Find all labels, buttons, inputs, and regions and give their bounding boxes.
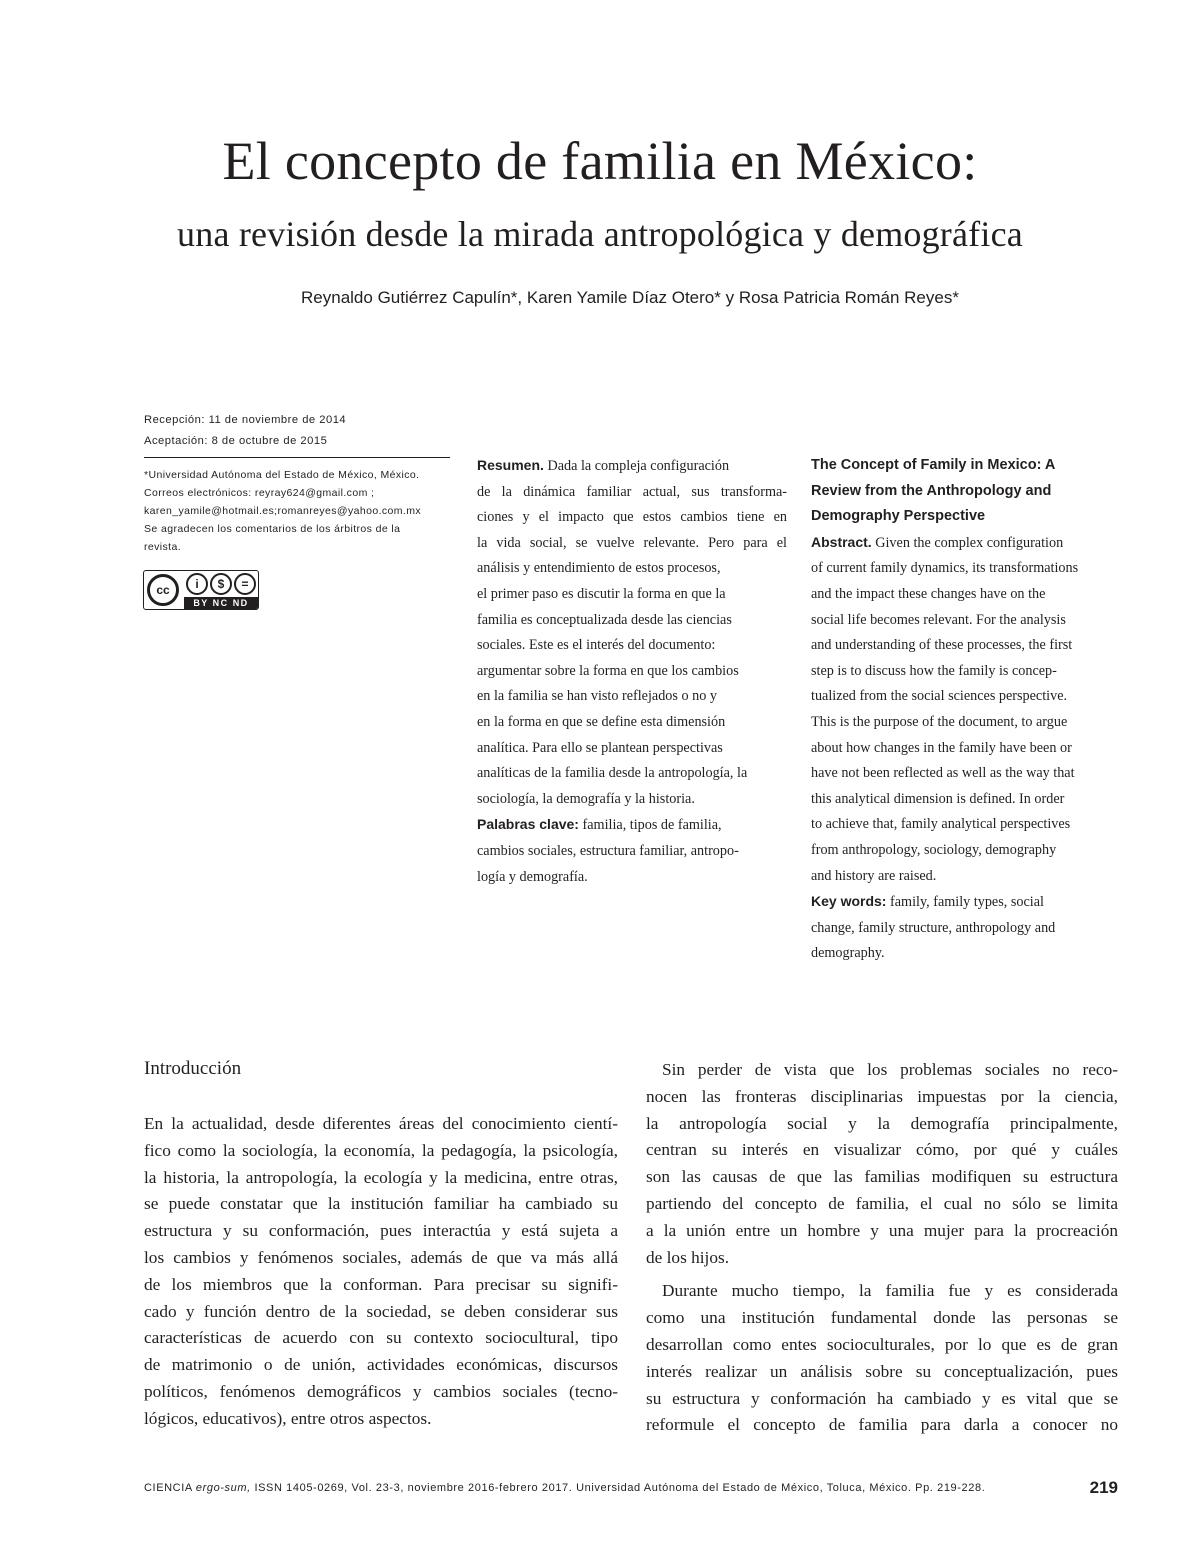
body-line: desarrollan como entes socioculturales, por lo que es de gran bbox=[646, 1334, 1118, 1354]
attribution-icon: i bbox=[186, 573, 208, 595]
cc-nd-label: ND bbox=[232, 598, 249, 608]
abstract-es-line: familia es conceptualizada desde las ciencias bbox=[477, 611, 732, 628]
abstract-spanish bbox=[477, 453, 787, 890]
english-title-line: The Concept of Family in Mexico: A bbox=[811, 457, 1056, 473]
english-title-line: Review from the Anthropology and bbox=[811, 482, 1052, 499]
abstract-es-label: Resumen. bbox=[477, 457, 544, 473]
body-line: En la actualidad, desde diferentes áreas del conocimiento cientí- bbox=[144, 1114, 618, 1133]
noncommercial-icon: $ bbox=[210, 573, 232, 595]
abstract-en-label: Abstract. bbox=[811, 533, 872, 550]
abstract-es-line: análisis y entendimiento de estos procesos, bbox=[477, 560, 721, 577]
abstract-es-line: la vida social, se vuelve relevante. Pero para el bbox=[477, 534, 787, 551]
section-heading-introduccion: Introducción bbox=[144, 1058, 242, 1079]
abstract-en-line: from anthropology, sociology, demography bbox=[811, 841, 1057, 858]
abstract-en-line: and history are raised. bbox=[811, 867, 937, 884]
meta-divider bbox=[144, 457, 450, 458]
body-line: la historia, la antropología, la ecología y la medicina, entre otras, bbox=[144, 1167, 618, 1187]
body-line: la antropología social y la demografía principalmente, bbox=[646, 1113, 1118, 1133]
body-line: de los miembros que la conforman. Para precisar su signifi- bbox=[144, 1274, 618, 1294]
body-line: lógicos, educativos), entre otros aspectos. bbox=[144, 1408, 432, 1428]
abstract-en-line: This is the purpose of the document, to argue bbox=[811, 713, 1068, 730]
abstract-en-line: social life becomes relevant. For the analysis bbox=[811, 611, 1066, 628]
body-line: partiendo del concepto de familia, el cual no sólo se limita bbox=[646, 1193, 1118, 1213]
body-line: características de acuerdo con su contexto sociocultural, tipo bbox=[144, 1328, 618, 1348]
abstract-es-line: el primer paso es discutir la forma en que la bbox=[477, 585, 726, 602]
cc-nc-label: NC bbox=[212, 598, 229, 608]
abstract-es-line: en la familia se han visto reflejados o no y bbox=[477, 688, 717, 705]
affiliation-line: revista. bbox=[144, 541, 182, 553]
affiliation-line: Correos electrónicos: reyray624@gmail.com ; bbox=[144, 487, 375, 499]
body-line: reformule el concepto de familia para darla a conocer no bbox=[646, 1415, 1118, 1435]
body-line: se puede constatar que la institución familiar ha cambiado su bbox=[144, 1194, 618, 1214]
keywords-es-label: Palabras clave: bbox=[477, 816, 579, 833]
keywords-en-line: demography. bbox=[811, 945, 885, 962]
keywords-es-line: familia, tipos de familia, bbox=[582, 817, 722, 834]
page-number: 219 bbox=[1089, 1478, 1118, 1497]
article-authors: Reynaldo Gutiérrez Capulín*, Karen Yamile Díaz Otero* y Rosa Patricia Román Reyes* bbox=[301, 288, 959, 307]
body-right-column bbox=[646, 1057, 1118, 1439]
abstract-es-line: sociología, la demografía y la historia. bbox=[477, 790, 695, 807]
received-date: Recepción: 11 de noviembre de 2014 bbox=[144, 414, 347, 426]
cc-icon: cc bbox=[147, 574, 179, 606]
body-line: centran su interés en visualizar cómo, por qué y cuáles bbox=[646, 1140, 1118, 1160]
journal-name: CIENCIA bbox=[144, 1482, 193, 1494]
affiliation-line: karen_yamile@hotmail.es;romanreyes@yahoo.com.mx bbox=[144, 505, 422, 517]
page-footer bbox=[144, 1478, 1118, 1497]
affiliation-line: *Universidad Autónoma del Estado de México, México. bbox=[144, 469, 420, 481]
citation-details: ISSN 1405-0269, Vol. 23-3, noviembre 2016-febrero 2017. Universidad Autónoma del Estado de México, Toluca, México. Pp. 219-228. bbox=[254, 1482, 986, 1494]
abstract-en-line: about how changes in the family have been or bbox=[811, 739, 1072, 756]
body-line: fico como la sociología, la economía, la pedagogía, la psicología, bbox=[144, 1140, 618, 1160]
abstract-english bbox=[811, 453, 1116, 967]
body-line: a la unión entre un hombre y una mujer para la procreación bbox=[646, 1220, 1118, 1240]
body-line: de los hijos. bbox=[646, 1247, 730, 1267]
abstract-en-line: and understanding of these processes, the first bbox=[811, 637, 1073, 654]
body-line: nocen las fronteras disciplinarias impuestas por la ciencia, bbox=[646, 1086, 1118, 1106]
body-line: los cambios y fenómenos sociales, además de que va más allá bbox=[144, 1247, 618, 1267]
keywords-es-line: logía y demografía. bbox=[477, 868, 588, 885]
abstract-es-line: analíticas de la familia desde la antropología, la bbox=[477, 765, 748, 782]
body-line: Durante mucho tiempo, la familia fue y es considerada bbox=[662, 1281, 1118, 1301]
keywords-en-label: Key words: bbox=[811, 893, 887, 910]
english-title-line: Demography Perspective bbox=[811, 508, 986, 525]
body-line: estructura y su conformación, pues interactúa y está sujeta a bbox=[144, 1221, 618, 1241]
affiliation-line: Se agradecen los comentarios de los árbitros de la bbox=[144, 523, 401, 535]
noderivatives-icon: = bbox=[234, 573, 256, 595]
abstract-en-line: and the impact these changes have on the bbox=[811, 585, 1046, 602]
abstract-en-line: of current family dynamics, its transformations bbox=[811, 560, 1079, 577]
abstract-es-line: sociales. Este es el interés del documento: bbox=[477, 637, 716, 654]
abstract-es-line: Dada la compleja configuración bbox=[547, 458, 730, 474]
article-title: El concepto de familia en México: bbox=[222, 131, 978, 191]
abstract-es-line: analítica. Para ello se plantean perspectivas bbox=[477, 739, 723, 756]
abstract-en-line: step is to discuss how the family is concep- bbox=[811, 662, 1057, 679]
abstract-es-line: argumentar sobre la forma en que los cambios bbox=[477, 662, 739, 679]
cc-license-terms bbox=[184, 597, 258, 609]
affiliation-note bbox=[144, 466, 454, 556]
body-line: su estructura y conformación ha cambiado y es vital que se bbox=[646, 1388, 1118, 1408]
cc-license-badge bbox=[143, 570, 259, 610]
abstract-es-line: ciones y el impacto que estos cambios tiene en bbox=[477, 509, 787, 526]
cc-by-label: BY bbox=[193, 598, 209, 608]
body-line: Sin perder de vista que los problemas sociales no reco- bbox=[662, 1060, 1118, 1079]
keywords-en-line: family, family types, social bbox=[890, 894, 1044, 911]
abstract-en-line: to achieve that, family analytical perspectives bbox=[811, 816, 1071, 833]
body-line: de matrimonio o de unión, actividades económicas, discursos bbox=[144, 1355, 618, 1375]
keywords-es-line: cambios sociales, estructura familiar, antropo- bbox=[477, 842, 739, 859]
abstract-es-line: en la forma en que se define esta dimensión bbox=[477, 713, 726, 730]
article-subtitle: una revisión desde la mirada antropológica y demográfica bbox=[177, 214, 1023, 254]
body-line: como una institución fundamental donde las personas se bbox=[646, 1308, 1118, 1328]
journal-name-italic: ergo-sum, bbox=[195, 1482, 251, 1494]
abstract-en-line: this analytical dimension is defined. In order bbox=[811, 790, 1065, 807]
keywords-en-line: change, family structure, anthropology and bbox=[811, 919, 1056, 936]
body-line: interés realizar un análisis sobre su conceptualización, pues bbox=[646, 1361, 1118, 1381]
abstract-en-line: have not been reflected as well as the way that bbox=[811, 765, 1075, 782]
abstract-en-line: tualized from the social sciences perspective. bbox=[811, 688, 1068, 705]
accepted-date: Aceptación: 8 de octubre de 2015 bbox=[144, 435, 328, 447]
body-line: cado y función dentro de la sociedad, se deben considerar sus bbox=[144, 1301, 618, 1321]
submission-dates bbox=[144, 410, 454, 452]
body-left-column bbox=[144, 1111, 618, 1433]
abstract-es-line: de la dinámica familiar actual, sus transforma- bbox=[477, 483, 787, 500]
body-line: políticos, fenómenos demográficos y cambios sociales (tecno- bbox=[144, 1381, 618, 1401]
body-line: son las causas de que las familias modifiquen su estructura bbox=[646, 1167, 1118, 1187]
abstract-en-line: Given the complex configuration bbox=[875, 534, 1064, 551]
